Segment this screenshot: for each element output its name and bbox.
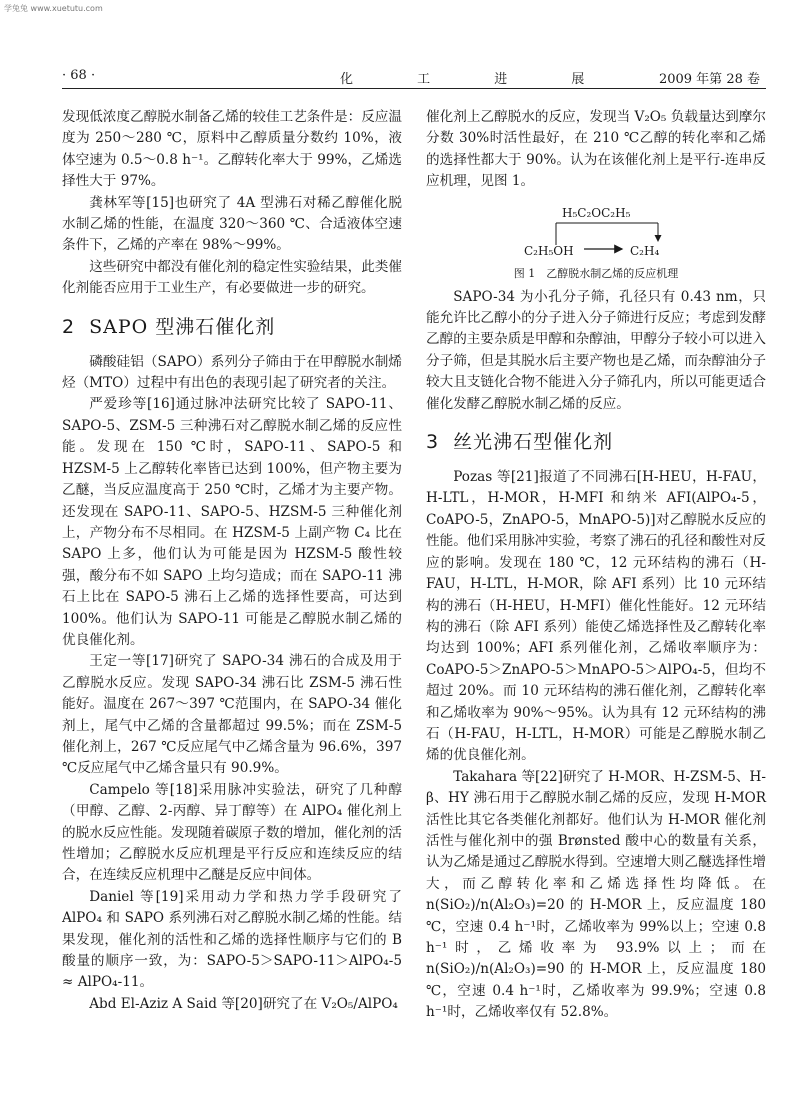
journal-name: 化 工 进 展 (340, 72, 615, 87)
paragraph: 催化剂上乙醇脱水的反应，发现当 V₂O₅ 负载量达到摩尔分数 30%时活性最好，在 210 ℃乙醇的转化率和乙烯的选择性都大于 90%。认为在该催化剂上是平行-连串反应机理，见图 1。 (426, 109, 766, 190)
paragraph: Abd El-Aziz A Said 等[20]研究了在 V₂O₅/AlPO₄ (89, 995, 398, 1012)
paragraph: 发现低浓度乙醇脱水制备乙烯的较佳工艺条件是：反应温度为 250～280 ℃，原料中乙醇质量分数约 10%，液体空速为 0.5～0.8 h⁻¹。乙醇转化率大于 99%，乙烯选择性大于 97%。 (62, 109, 402, 190)
issue-info: 2009 年第 28 卷 (658, 72, 760, 87)
section-heading (62, 314, 402, 340)
paragraph: Takahara 等[22]研究了 H-MOR、H-ZSM-5、H-β、HY 沸石用于乙醇脱水制乙烯的反应，发现 H-MOR 活性比其它各类催化剂都好。他们认为 H-MOR 催化剂活性与催化剂中的强 Brønsted 酸中心的数量有关系，认为乙烯是通过乙醇脱水得到。空速增大则乙醚选择性增大，而乙醇转化率和乙烯选择性均降低。在 n(SiO₂)/n(Al₂O₃)=20 的 H-MOR 上，反应温度 180 ℃，空速 0.4 h⁻¹时，乙烯收率为 99%以上；空速 0.8 h⁻¹时，乙烯收率为 93.9%以上；而在 n(SiO₂)/n(Al₂O₃)=90 的 H-MOR 上，反应温度 180 ℃，空速 0.4 h⁻¹时，乙烯收率为 99.9%；空速 0.8 h⁻¹时，乙烯收率仅有 52.8%。 (426, 768, 766, 1021)
section-number: 3 (426, 431, 440, 454)
paragraph: 这些研究中都没有催化剂的稳定性实验结果，此类催化剂能否应用于工业生产，有必要做进一步的研究。 (62, 258, 402, 297)
section-number: 2 (62, 315, 76, 338)
header-rule (62, 88, 766, 89)
right-column (426, 107, 766, 1024)
paragraph: SAPO-34 为小孔分子筛，孔径只有 0.43 nm，只能允许比乙醇小的分子进入分子筛进行反应；考虑到发酵乙醇的主要杂质是甲醇和杂醇油，甲醇分子较小可以进入分子筛，但是其脱水后主要产物也是乙烯，而杂醇油分子较大且支链化合物不能进入分子筛孔内，所以可能更适合催化发酵乙醇脱水制乙烯的反应。 (426, 288, 766, 412)
section-heading (426, 429, 766, 455)
paragraph: Campelo 等[18]采用脉冲实验法，研究了几种醇（甲醇、乙醇、2-丙醇、异丁醇等）在 AlPO₄ 催化剂上的脱水反应性能。发现随着碳原子数的增加，催化剂的活性增加；乙醇脱水反应机理是平行反应和连续反应的结合，在连续反应机理中乙醚是反应中间体。 (62, 781, 402, 884)
reaction-mechanism-figure (426, 197, 766, 281)
paragraph: Pozas 等[21]报道了不同沸石[H-HEU，H-FAU，H-LTL，H-MOR，H-MFI 和纳米 AFI(AlPO₄-5，CoAPO-5，ZnAPO-5，MnAPO-5)]对乙醇脱水反应的性能。他们采用脉冲实验，考察了沸石的孔径和酸性对反应的影响。发现在 180 ℃，12 元环结构的沸石（H-FAU，H-LTL，H-MOR，除 AFI 系列）比 10 元环结构的沸石（H-HEU，H-MFI）催化性能好。12 元环结构的沸石（除 AFI 系列）能使乙烯选择性及乙醇转化率均达到 100%；AFI 系列催化剂，乙烯收率顺序为：CoAPO-5＞ZnAPO-5＞MnAPO-5＞AlPO₄-5，但均不超过 20%。而 10 元环结构的沸石催化剂，乙醇转化率和乙烯收率为 90%～95%。认为具有 12 元环结构的沸石（H-FAU，H-LTL，H-MOR）可能是乙醇脱水制乙烯的优良催化剂。 (426, 469, 766, 764)
paragraph: 磷酸硅铝（SAPO）系列分子筛由于在甲醇脱水制烯烃（MTO）过程中有出色的表现引起了研究者的关注。 (62, 353, 402, 392)
paragraph: Daniel 等[19]采用动力学和热力学手段研究了 AlPO₄ 和 SAPO 系列沸石对乙醇脱水制乙烯的性能。结果发现，催化剂的活性和乙烯的选择性顺序与它们的 B 酸量的顺序一致，为：SAPO-5＞SAPO-11＞AlPO₄-5 ≈ AlPO₄-11。 (62, 888, 402, 991)
section-title: SAPO 型沸石催化剂 (89, 315, 276, 338)
paragraph: 王定一等[17]研究了 SAPO-34 沸石的合成及用于乙醇脱水反应。发现 SAPO-34 沸石比 ZSM-5 沸石性能好。温度在 267～397 ℃范围内，在 SAPO-34 催化剂上，尾气中乙烯的含量都超过 99.5%；而在 ZSM-5 催化剂上，267 ℃反应尾气中乙烯含量为 96.6%，397 ℃反应尾气中乙烯含量只有 90.9%。 (62, 653, 402, 777)
figure-caption: 图 1 乙醇脱水制乙烯的反应机理 (513, 266, 679, 280)
diethyl-ether-label: H₅C₂OC₂H₅ (562, 205, 631, 220)
page-number: · 68 · (62, 68, 96, 83)
watermark: 学兔兔 www.xuetutu.com (4, 4, 103, 13)
ethanol-label: C₂H₅OH (524, 243, 574, 258)
paragraph: 龚林军等[15]也研究了 4A 型沸石对稀乙醇催化脱水制乙烯的性能，在温度 320～360 ℃、合适液体空速条件下，乙烯的产率在 98%～99%。 (62, 194, 402, 254)
left-column (62, 107, 402, 1015)
paragraph: 严爱珍等[16]通过脉冲法研究比较了 SAPO-11、SAPO-5、ZSM-5 三种沸石对乙醇脱水制乙烯的反应性能。发现在 150 ℃时，SAPO-11、SAPO-5 和 HZSM-5 上乙醇转化率皆已达到 100%，但产物主要为乙醚，当反应温度高于 250 ℃时，乙烯才为主要产物。还发现在 SAPO-11、SAPO-5、HZSM-5 三种催化剂上，产物分布不尽相同。在 HZSM-5 上副产物 C₄ 比在 SAPO 上多，他们认为可能是因为 HZSM-5 酸性较强，酸分布不如 SAPO 上均匀造成；而在 SAPO-11 沸石上比在 SAPO-5 沸石上乙烯的选择性要高，可达到 100%。他们认为 SAPO-11 可能是乙醇脱水制乙烯的优良催化剂。 (62, 396, 402, 648)
section-title: 丝光沸石型催化剂 (453, 431, 614, 454)
ethylene-label: C₂H₄ (630, 243, 660, 258)
